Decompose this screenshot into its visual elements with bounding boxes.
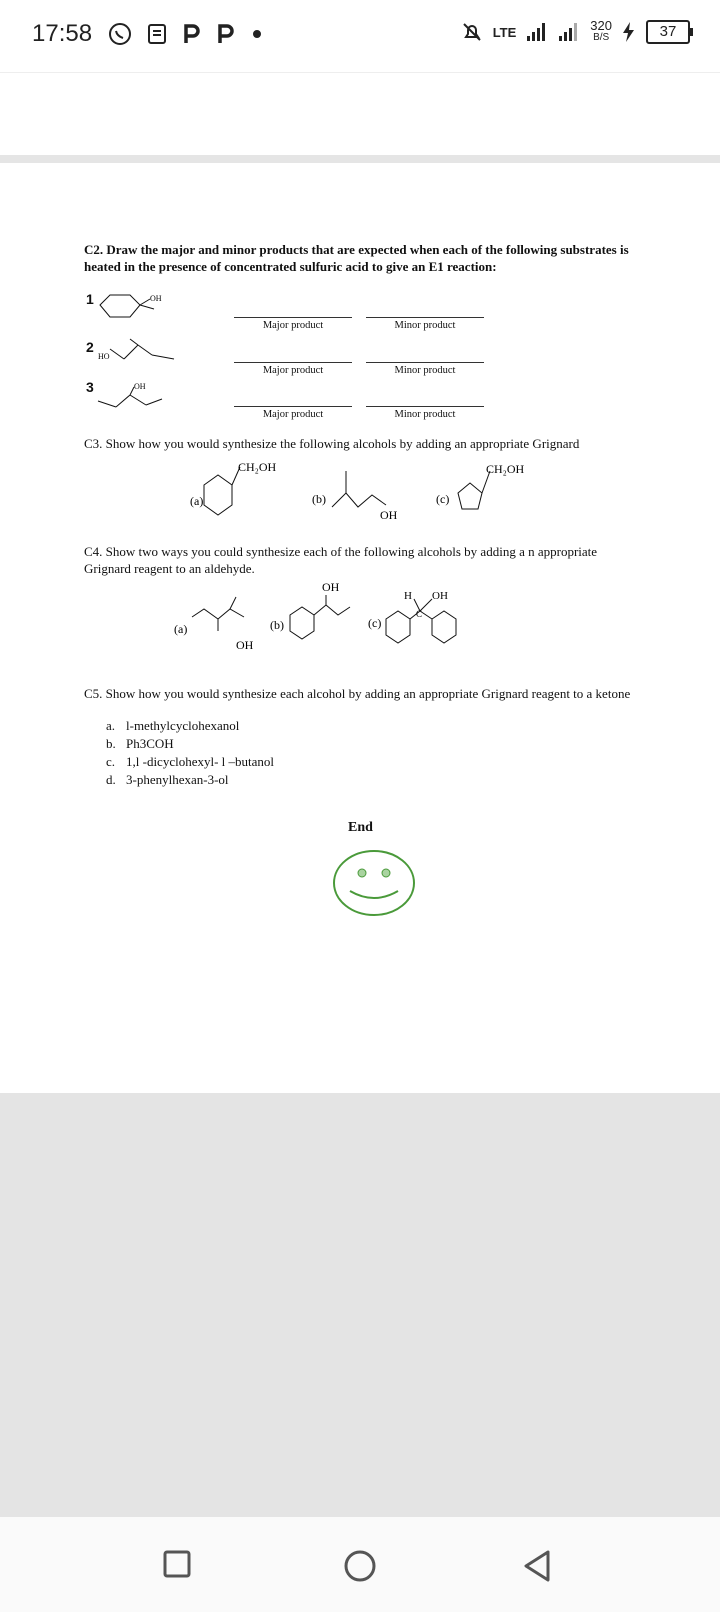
back-button[interactable]	[522, 1549, 552, 1583]
major-product-blank: Major product	[234, 406, 352, 420]
label-c: (c)	[368, 616, 382, 630]
oh-label-c: OH	[432, 590, 448, 602]
lte-label: LTE	[492, 24, 517, 40]
document-icon	[146, 23, 168, 45]
system-icons	[461, 20, 690, 44]
whatsapp-icon	[108, 22, 132, 46]
c5-list	[106, 717, 274, 789]
notification-icons	[108, 22, 264, 46]
c3-structures-figure	[180, 455, 540, 529]
h-label: H	[404, 590, 412, 602]
label-a: (a)	[190, 494, 204, 508]
ch2oh-label-a: CH₂OH	[238, 460, 277, 474]
substrate-number-2: 2	[86, 339, 94, 355]
c4-structures-figure	[170, 579, 490, 671]
label-b: (b)	[312, 492, 326, 506]
major-product-blank: Major product	[234, 362, 352, 376]
signal-icon-2	[558, 22, 580, 42]
signal-icon	[526, 22, 548, 42]
charging-icon	[622, 22, 636, 42]
product-blanks-1	[234, 317, 484, 331]
substrate-number-3: 3	[86, 379, 94, 395]
home-button[interactable]	[343, 1549, 377, 1583]
substrate-1-structure	[96, 291, 176, 321]
ch2oh-label-c: CH₂OH	[486, 462, 525, 476]
minor-product-blank: Minor product	[366, 406, 484, 420]
label-b: (b)	[270, 618, 284, 632]
question-c5-title: C5. Show how you would synthesize each alcohol by adding an appropriate Grignard reagent to a ketone	[84, 686, 631, 701]
list-item: d. 3-phenylhexan-3-ol	[106, 772, 229, 787]
oh-label: OH	[134, 382, 146, 391]
status-bar	[0, 0, 720, 73]
oh-label-b: OH	[380, 508, 398, 522]
list-item: c. 1,l -dicyclohexyl- l –butanol	[106, 754, 275, 769]
document-page[interactable]	[0, 163, 720, 1093]
question-c4-title: C4. Show two ways you could synthesize each of the following alcohols by adding a n appropriate Grignard reagent to an aldehyde.	[84, 544, 598, 576]
substrate-3-structure	[96, 381, 176, 411]
product-blanks-3	[234, 406, 484, 420]
p-app-icon-2	[216, 23, 236, 45]
empty-viewer-area	[0, 1093, 720, 1517]
recents-button[interactable]	[162, 1549, 192, 1579]
end-label: End	[348, 820, 373, 835]
clock: 17:58	[32, 20, 93, 47]
oh-label: OH	[150, 294, 162, 303]
question-c2-title: C2. Draw the major and minor products that are expected when each of the following substrates is heated in the presence of concentrated sulfuric acid to give an E1 reaction:	[84, 242, 629, 274]
list-item: a. l-methylcyclohexanol	[106, 718, 240, 733]
minor-product-blank: Minor product	[366, 362, 484, 376]
list-item: b. Ph3COH	[106, 736, 174, 751]
product-blanks-2	[234, 362, 484, 376]
question-c3-title: C3. Show how you would synthesize the following alcohols by adding an appropriate Grignard	[84, 436, 580, 451]
speed-indicator: 320 B/S	[590, 18, 612, 43]
label-c: (c)	[436, 492, 450, 506]
dot-icon	[250, 27, 264, 41]
mute-bell-icon	[461, 21, 483, 43]
oh-label-a: OH	[236, 638, 254, 652]
p-app-icon	[182, 23, 202, 45]
navigation-bar	[0, 1517, 720, 1612]
substrate-number-1: 1	[86, 291, 94, 307]
ho-label: HO	[98, 352, 110, 361]
major-product-blank: Major product	[234, 317, 352, 331]
battery-indicator: 37	[646, 20, 690, 44]
substrate-2-structure	[96, 337, 180, 367]
label-a: (a)	[174, 622, 188, 636]
oh-label-b: OH	[322, 580, 340, 594]
c-atom-label: C	[416, 609, 423, 619]
divider	[0, 155, 720, 163]
smiley-face-icon	[330, 847, 418, 919]
minor-product-blank: Minor product	[366, 317, 484, 331]
